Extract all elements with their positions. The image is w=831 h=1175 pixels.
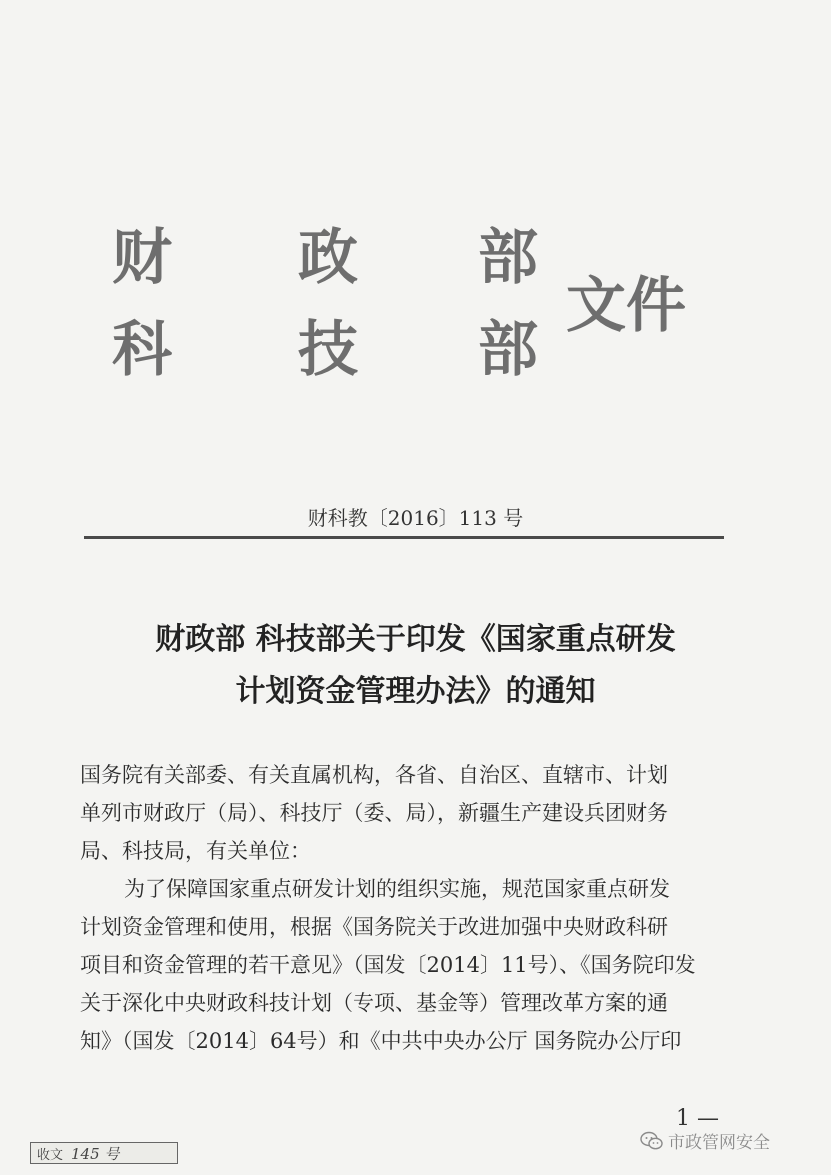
watermark-text: 市政管网安全 [668, 1133, 770, 1153]
document-type-label: 文件 [566, 271, 686, 341]
issuer-column-1 [112, 223, 172, 412]
issuer-char: 部 [478, 315, 538, 385]
issuer-char: 部 [478, 223, 538, 293]
issuer-column-3 [478, 223, 538, 412]
body-line: 为了保障国家重点研发计划的组织实施，规范国家重点研发 [124, 877, 670, 901]
document-title [0, 614, 831, 718]
title-line-1: 财政部 科技部关于印发《国家重点研发 [155, 622, 676, 657]
issuer-column-2 [298, 223, 358, 412]
receipt-stamp [30, 1142, 178, 1164]
wechat-icon [640, 1131, 664, 1151]
body-line: 单列市财政厅（局）、科技厅（委、局），新疆生产建设兵团财务 [80, 801, 668, 825]
document-number: 财科教〔2016〕113 号 [307, 506, 524, 530]
issuer-char: 技 [298, 315, 358, 385]
issuer-char: 政 [298, 223, 358, 293]
header-divider [84, 536, 724, 539]
stamp-label: 收文 [37, 1147, 64, 1163]
issuer-char: 财 [112, 223, 172, 293]
issuer-char: 科 [112, 315, 172, 385]
page-number: 1 — [676, 1106, 719, 1131]
body-line: 关于深化中央财政科技计划（专项、基金等）管理改革方案的通 [80, 991, 668, 1015]
body-line: 局、科技局，有关单位： [80, 839, 311, 863]
stamp-number: 145 号 [71, 1144, 120, 1163]
body-line: 计划资金管理和使用，根据《国务院关于改进加强中央财政科研 [80, 915, 668, 939]
body-line: 知》（国发〔2014〕64号）和《中共中央办公厅 国务院办公厅印 [80, 1029, 682, 1053]
title-line-2: 计划资金管理办法》的通知 [235, 674, 596, 709]
body-line: 国务院有关部委、有关直属机构，各省、自治区、直辖市、计划 [80, 763, 668, 787]
body-line: 项目和资金管理的若干意见》（国发〔2014〕11号）、《国务院印发 [80, 953, 696, 977]
document-body [80, 756, 760, 1060]
watermark [640, 1128, 770, 1153]
